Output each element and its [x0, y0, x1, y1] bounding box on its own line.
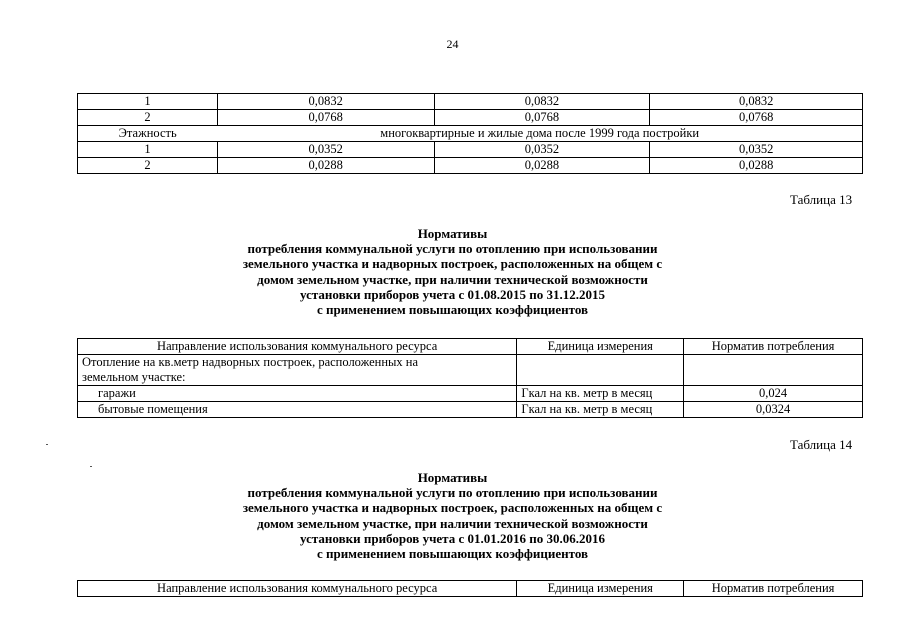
heading-line: земельного участка и надворных построек, расположенных на общем с [242, 256, 663, 272]
scan-speck [90, 466, 92, 467]
row-unit: Гкал на кв. метр в месяц [517, 386, 684, 402]
value-cell: 0,0832 [650, 94, 863, 110]
column-header: Направление использования коммунального ресурса [78, 339, 517, 355]
heading-line: домом земельном участке, при наличии технической возможности [257, 515, 648, 531]
heading-line: установки приборов учета с 01.01.2016 по 30.06.2016 [300, 530, 605, 546]
column-header: Единица измерения [517, 339, 684, 355]
table-row [78, 402, 863, 418]
floor-cell: 2 [78, 158, 218, 174]
page-number: 24 [446, 37, 459, 51]
table-row [78, 158, 863, 174]
heading-line: земельного участка и надворных построек, расположенных на общем с [242, 500, 663, 516]
heading-line: Нормативы [417, 226, 488, 241]
value-cell: 0,0288 [217, 158, 434, 174]
group-row [78, 355, 863, 386]
table-14 [77, 580, 863, 597]
section-text: многоквартирные и жилые дома после 1999 года постройки [217, 126, 862, 142]
column-header: Норматив потребления [684, 339, 863, 355]
row-name: гаражи [78, 386, 517, 402]
heading-line: потребления коммунальной услуги по отоплению при использовании [247, 485, 658, 501]
scan-speck [46, 444, 48, 445]
table-14-heading [0, 470, 905, 561]
value-cell: 0,0288 [434, 158, 650, 174]
value-cell: 0,0352 [217, 142, 434, 158]
value-cell: 0,0832 [217, 94, 434, 110]
table-14-label: Таблица 14 [790, 437, 853, 452]
table-row [78, 386, 863, 402]
empty-cell [684, 355, 863, 386]
table-13-heading [0, 226, 905, 317]
row-value: 0,024 [684, 386, 863, 402]
column-header: Норматив потребления [684, 581, 863, 597]
table-row [78, 110, 863, 126]
header-row [78, 339, 863, 355]
floor-cell: 1 [78, 94, 218, 110]
floor-cell: 1 [78, 142, 218, 158]
table-13-label: Таблица 13 [790, 192, 853, 207]
heading-line: с применением повышающих коэффициентов [316, 302, 589, 318]
table-13 [77, 338, 863, 418]
row-name: бытовые помещения [78, 402, 517, 418]
value-cell: 0,0768 [650, 110, 863, 126]
empty-cell [517, 355, 684, 386]
floor-cell: 2 [78, 110, 218, 126]
row-unit: Гкал на кв. метр в месяц [517, 402, 684, 418]
heading-line: установки приборов учета с 01.08.2015 по 31.12.2015 [300, 286, 605, 302]
header-row [78, 581, 863, 597]
heading-line: с применением повышающих коэффициентов [316, 546, 589, 562]
section-label: Этажность [78, 126, 218, 142]
group-label-line: Отопление на кв.метр надворных построек, расположенных на [82, 355, 419, 369]
value-cell: 0,0768 [434, 110, 650, 126]
value-cell: 0,0288 [650, 158, 863, 174]
group-label [78, 355, 517, 386]
section-row [78, 126, 863, 142]
row-value: 0,0324 [684, 402, 863, 418]
group-label-line: земельном участке: [82, 370, 186, 384]
heading-line: домом земельном участке, при наличии технической возможности [257, 271, 648, 287]
table-row [78, 142, 863, 158]
heading-line: Нормативы [417, 470, 488, 485]
table-row [78, 94, 863, 110]
value-cell: 0,0352 [650, 142, 863, 158]
top-norms-table [77, 93, 863, 174]
column-header: Направление использования коммунального ресурса [78, 581, 517, 597]
value-cell: 0,0832 [434, 94, 650, 110]
value-cell: 0,0352 [434, 142, 650, 158]
value-cell: 0,0768 [217, 110, 434, 126]
heading-line: потребления коммунальной услуги по отоплению при использовании [247, 241, 658, 257]
column-header: Единица измерения [517, 581, 684, 597]
